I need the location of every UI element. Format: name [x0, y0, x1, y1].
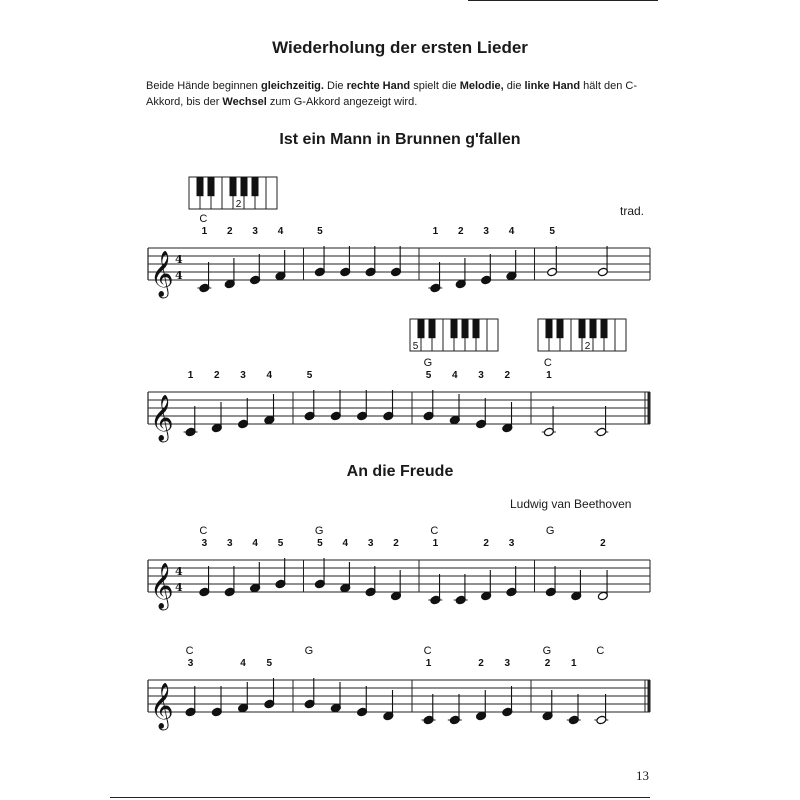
- black-key: [252, 177, 259, 196]
- time-signature-top: 4: [175, 565, 183, 578]
- keyboard-diagram: [189, 177, 277, 210]
- finger-number: 1: [432, 538, 439, 549]
- chord-symbol: G: [304, 645, 314, 657]
- keyboard-diagram: [538, 319, 626, 352]
- black-key: [557, 319, 564, 338]
- intro-text-run: rechte Hand: [346, 80, 411, 92]
- finger-number: 2: [457, 226, 464, 237]
- treble-clef: 𝄞: [150, 563, 174, 609]
- treble-clef: 𝄞: [150, 395, 174, 441]
- black-key: [590, 319, 597, 338]
- treble-clef: 𝄞: [150, 683, 174, 729]
- finger-number: 5: [266, 658, 273, 669]
- chord-symbol: C: [543, 357, 552, 369]
- finger-number: 3: [508, 538, 515, 549]
- chord-symbol: C: [199, 213, 208, 225]
- intro-text-run: linke Hand: [524, 80, 581, 92]
- staff-system: [148, 357, 650, 443]
- intro-text-run: Beide Hände beginnen: [146, 80, 261, 92]
- chord-symbol: C: [596, 645, 605, 657]
- finger-number: 3: [367, 538, 374, 549]
- finger-number: 2: [483, 538, 489, 549]
- finger-number: 2: [504, 370, 511, 381]
- finger-number: 5: [317, 226, 323, 237]
- chord-symbol: C: [199, 525, 208, 537]
- page-number: 13: [636, 768, 649, 783]
- keyboard-finger-label: 5: [412, 341, 419, 352]
- chord-symbol: C: [185, 645, 194, 657]
- finger-number: 4: [240, 658, 246, 669]
- finger-number: 2: [544, 658, 551, 669]
- finger-number: 3: [478, 370, 484, 381]
- staff-system: [148, 525, 650, 611]
- chord-symbol: G: [314, 525, 324, 537]
- finger-number: 3: [252, 226, 258, 237]
- staff-system: [148, 213, 650, 299]
- time-signature-top: 4: [175, 253, 183, 266]
- intro-text-run: spielt die: [410, 80, 460, 92]
- chord-symbol: G: [423, 357, 433, 369]
- time-signature-bottom: 4: [175, 581, 183, 594]
- finger-number: 4: [277, 226, 284, 237]
- black-key: [429, 319, 436, 338]
- finger-number: 4: [452, 370, 458, 381]
- page-title: Wiederholung der ersten Lieder: [272, 38, 528, 57]
- finger-number: 2: [478, 658, 484, 669]
- finger-number: 3: [226, 538, 233, 549]
- chord-symbol: G: [542, 645, 552, 657]
- finger-number: 2: [214, 370, 220, 381]
- intro-text-run: zum G-Akkord angezeigt wird.: [266, 96, 418, 108]
- finger-number: 1: [201, 226, 208, 237]
- finger-number: 3: [483, 226, 489, 237]
- staff-system: [148, 645, 650, 731]
- white-key: [615, 319, 626, 351]
- finger-number: 1: [432, 226, 439, 237]
- song-credit-1: trad.: [620, 204, 645, 218]
- time-signature-bottom: 4: [175, 269, 183, 282]
- finger-number: 3: [187, 658, 194, 669]
- song-title-2: An die Freude: [346, 463, 454, 480]
- intro-text-run: Wechsel: [222, 96, 267, 108]
- finger-number: 1: [571, 658, 577, 669]
- white-key: [266, 177, 277, 209]
- intro-text-run: Melodie,: [459, 80, 504, 92]
- black-key: [230, 177, 237, 196]
- keyboard-finger-label: 2: [235, 199, 242, 210]
- finger-number: 1: [546, 370, 552, 381]
- chord-symbol: C: [423, 645, 432, 657]
- finger-number: 1: [425, 658, 432, 669]
- black-key: [208, 177, 215, 196]
- finger-number: 5: [317, 538, 323, 549]
- chord-symbol: G: [545, 525, 555, 537]
- finger-number: 4: [342, 538, 348, 549]
- keyboard-diagram: [410, 319, 498, 352]
- finger-number: 4: [266, 370, 273, 381]
- black-key: [197, 177, 204, 196]
- finger-number: 5: [425, 370, 432, 381]
- finger-number: 3: [504, 658, 511, 669]
- black-key: [473, 319, 480, 338]
- treble-clef: 𝄞: [150, 251, 174, 297]
- black-key: [418, 319, 425, 338]
- intro-text-run: gleichzeitig.: [260, 80, 324, 92]
- finger-number: 3: [240, 370, 246, 381]
- black-key: [546, 319, 553, 338]
- song-credit-2: Ludwig van Beethoven: [510, 497, 632, 511]
- black-key: [241, 177, 248, 196]
- finger-number: 2: [393, 538, 399, 549]
- black-key: [579, 319, 586, 338]
- song-title-1: Ist ein Mann in Brunnen g'fallen: [279, 131, 521, 148]
- black-key: [451, 319, 458, 338]
- finger-number: 5: [549, 226, 555, 237]
- white-key: [487, 319, 498, 351]
- black-key: [462, 319, 469, 338]
- intro-text-run: hält den C-Akkord, bis der: [146, 80, 637, 108]
- finger-number: 4: [508, 226, 515, 237]
- finger-number: 4: [252, 538, 258, 549]
- finger-number: 2: [600, 538, 606, 549]
- intro-text-run: die: [503, 80, 525, 92]
- intro-text-run: Die: [323, 80, 347, 92]
- chord-symbol: C: [430, 525, 439, 537]
- keyboard-finger-label: 2: [584, 341, 591, 352]
- finger-number: 5: [306, 370, 313, 381]
- finger-number: 1: [187, 370, 194, 381]
- finger-number: 3: [201, 538, 208, 549]
- finger-number: 2: [226, 226, 233, 237]
- finger-number: 5: [277, 538, 284, 549]
- black-key: [601, 319, 608, 338]
